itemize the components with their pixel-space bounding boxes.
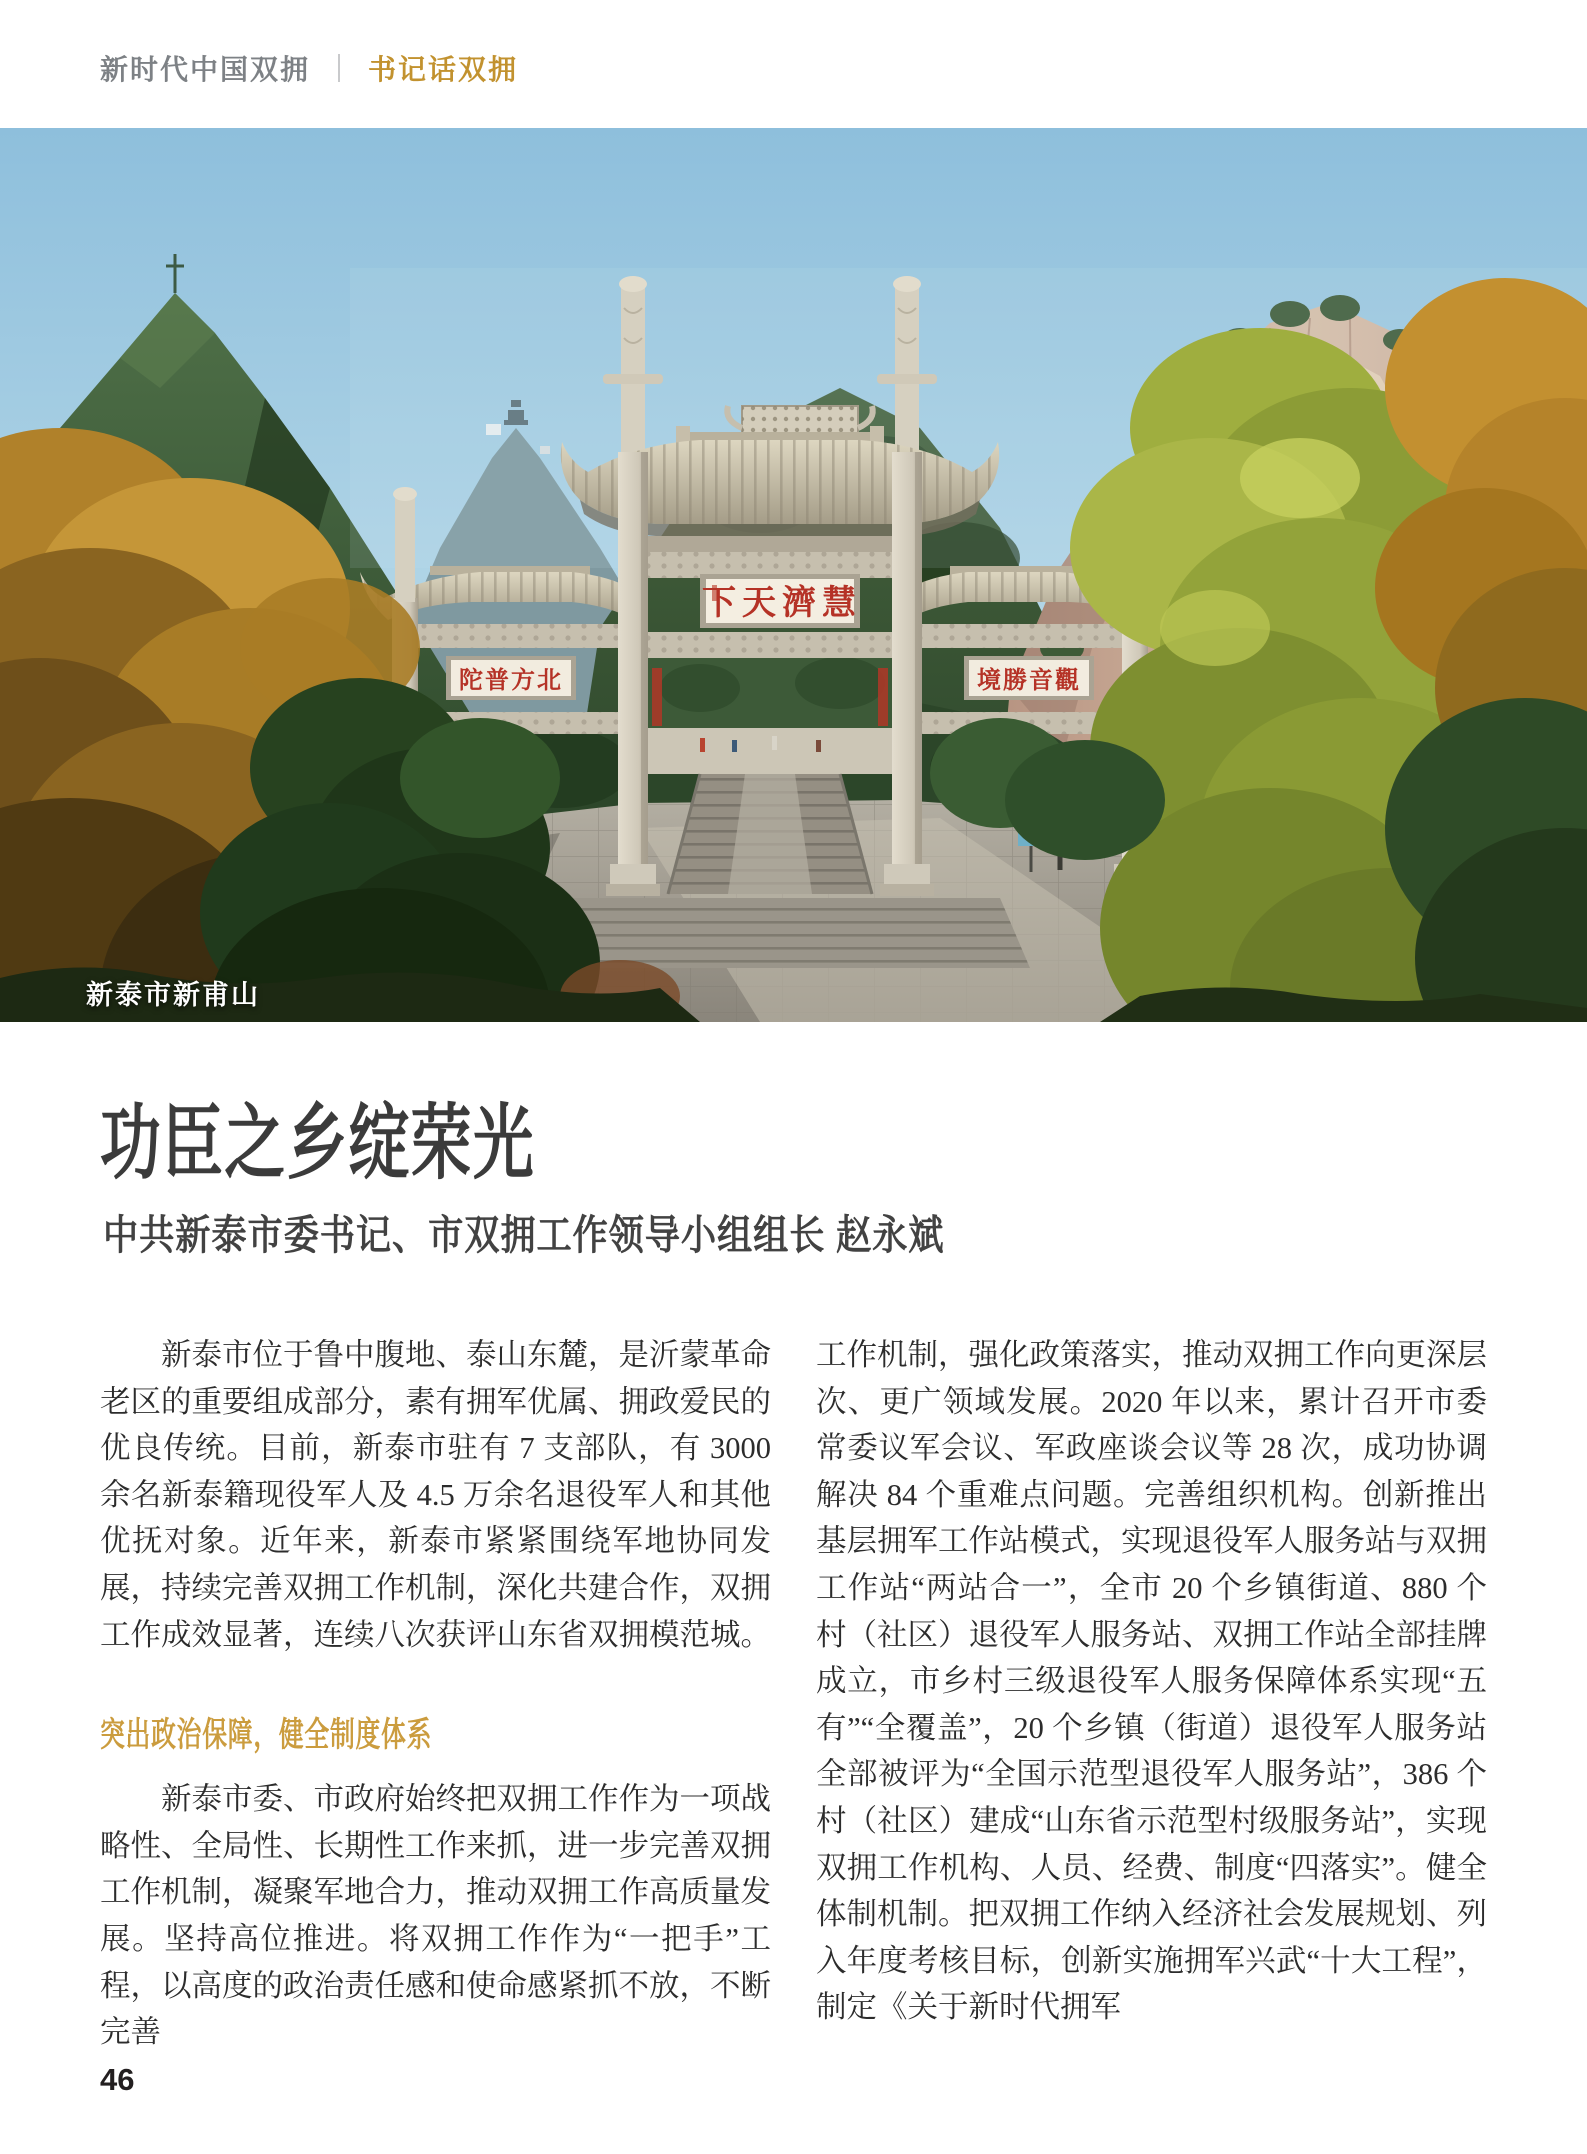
page-header <box>100 48 518 88</box>
header-divider <box>338 54 340 82</box>
article-body <box>100 1332 1487 2056</box>
paragraph: 新泰市委、市政府始终把双拥工作作为一项战略性、全局性、长期性工作来抓，进一步完善双拥工作机制，凝聚军地合力，推动双拥工作高质量发展。坚持高位推进。将双拥工作作为“一把手”工程，以高度的政治责任感和使命感紧抓不放，不断完善 <box>100 1782 771 2050</box>
main-plaque-text: 下天濟慧 <box>702 585 862 622</box>
article-byline: 中共新泰市委书记、市双拥工作领导小组组长 赵永斌 <box>103 1212 945 1258</box>
scenic-photo <box>0 128 1587 1022</box>
right-plaque-text: 境勝音觀 <box>977 668 1081 694</box>
text-column-left <box>100 1332 771 2056</box>
section-label: 书记话双拥 <box>368 54 519 85</box>
paragraph: 新泰市位于鲁中腹地、泰山东麓，是沂蒙革命老区的重要组成部分，素有拥军优属、拥政爱民的优良传统。目前，新泰市驻有 7 支部队，有 3000 余名新泰籍现役军人及 4.5 万余名退役军人和其他优抚对象。近年来，新泰市紧紧围绕军地协同发展，持续完善双拥工作机制，深化共建合作，双拥工作成效显著，连续八次获评山东省双拥模范城。 <box>100 1338 771 1652</box>
magazine-title: 新时代中国双拥 <box>100 54 311 85</box>
page-number: 46 <box>100 2062 135 2097</box>
paragraph: 工作机制，强化政策落实，推动双拥工作向更深层次、更广领域发展。2020 年以来，累计召开市委常委议军会议、军政座谈会议等 28 次，成功协调解决 84 个重难点问题。完善组织机构。创新推出基层拥军工作站模式，实现退役军人服务站与双拥工作站“两站合一”，全市 20 个乡镇街道、880 个村（社区）退役军人服务站、双拥工作站全部挂牌成立，市乡村三级退役军人服务保障体系实现“五有”“全覆盖”，20 个乡镇（街道）退役军人服务站全部被评为“全国示范型退役军人服务站”，386 个村（社区）建成“山东省示范型村级服务站”，实现双拥工作机构、人员、经费、制度“四落实”。健全体制机制。把双拥工作纳入经济社会发展规划、列入年度考核目标，创新实施拥军兴武“十大工程”，制定《关于新时代拥军 <box>816 1338 1487 2025</box>
photo-caption: 新泰市新甫山 <box>86 980 260 1010</box>
left-plaque-text: 陀普方北 <box>459 668 563 694</box>
text-column-right <box>816 1332 1487 2056</box>
section-heading: 突出政治保障，健全制度体系 <box>100 1716 433 1755</box>
article-title: 功臣之乡绽荣光 <box>100 1098 536 1189</box>
landscape-illustration <box>0 128 1587 1022</box>
